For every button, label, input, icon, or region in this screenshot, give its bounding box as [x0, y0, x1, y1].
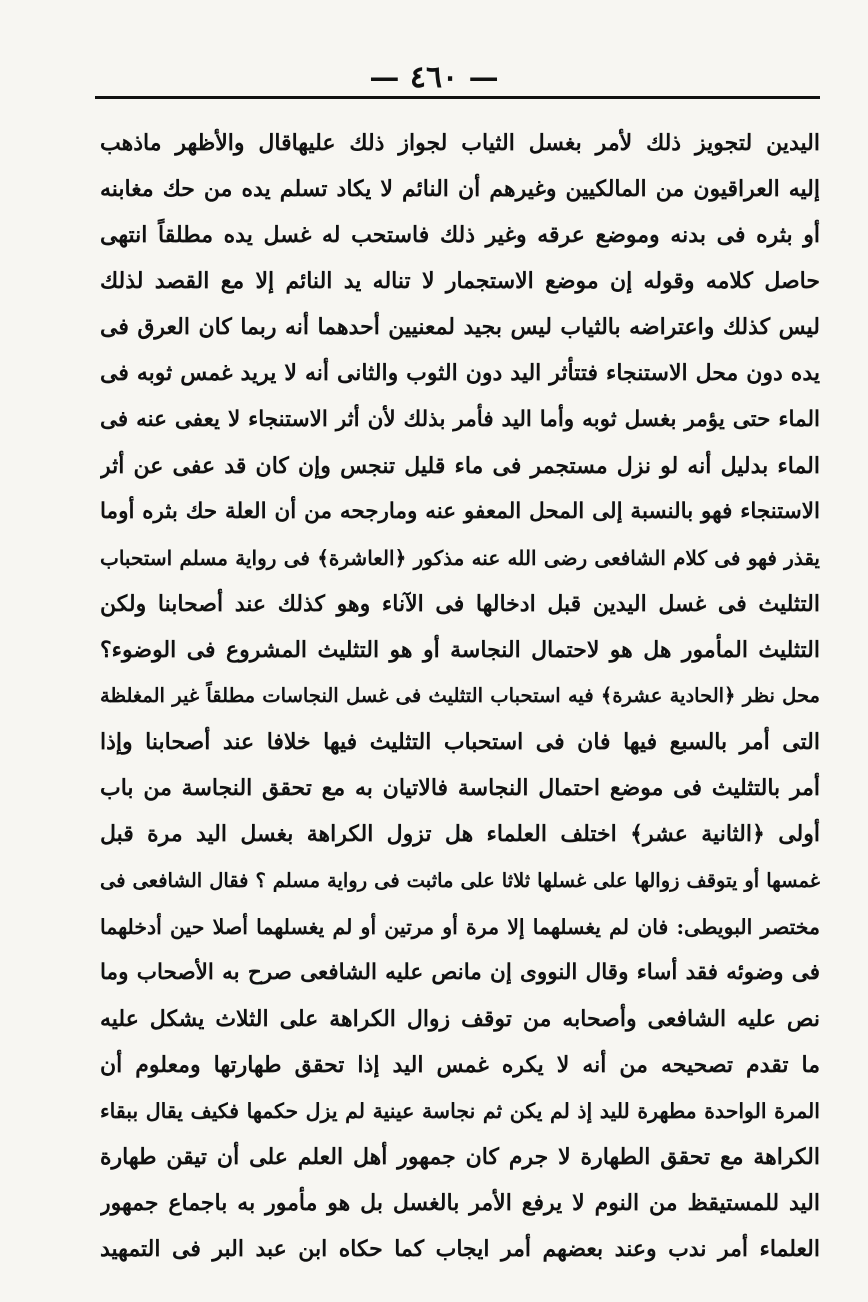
text-line: الماء بدليل أنه لو نزل مستجمر فى ماء قليل تنجس وإن كان قد عفى عن أثر — [100, 452, 820, 479]
text-line: فى وضوئه فقد أساء وقال النووى إن مانص عليه الشافعى صرح به الأصحاب وما — [100, 959, 820, 985]
text-line: التى أمر بالسبع فيها فان فى استحباب التثليث فيها خلافا عند أصحابنا وإذا — [100, 729, 820, 756]
text-line: اليدين لتجويز ذلك لأمر بغسل الثياب لجواز ذلك عليهاقال والأظهر ماذهب — [100, 130, 820, 156]
text-line: أولى ﴿الثانية عشر﴾ اختلف العلماء هل تزول الكراهة بغسل اليد مرة قبل — [100, 821, 820, 848]
text-line: المرة الواحدة مطهرة لليد إذ لم يكن ثم نجاسة عينية لم يزل حكمها فكيف يقال ببقاء — [100, 1098, 820, 1123]
text-line: نص عليه الشافعى وأصحابه من توقف زوال الكراهة على الثلاث يشكل عليه — [100, 1005, 820, 1032]
text-line: محل نظر ﴿الحادية عشرة﴾ فيه استحباب التثليث فى غسل النجاسات مطلقاً غير المغلظة — [100, 684, 820, 708]
text-line: الماء حتى يؤمر بغسل ثوبه وأما اليد فأمر بذلك لأن أثر الاستنجاء لا يعفى عنه فى — [100, 406, 820, 432]
text-line: أو بثره فى بدنه وموضع عرقه وغير ذلك فاستحب له غسل يده مطلقاً انتهى — [100, 222, 820, 249]
body-text — [100, 120, 820, 1272]
text-line: أمر بالتثليث فى موضع احتمال النجاسة فالاتيان به مع تحقق النجاسة من باب — [100, 775, 820, 802]
text-line: الكراهة مع تحقق الطهارة لا جرم كان جمهور أهل العلم على أن تيقن طهارة — [100, 1144, 820, 1171]
text-line: ليس كذلك واعتراضه بالثياب ليس بجيد لمعنيين أحدهما أنه ربما كان العرق فى — [100, 314, 820, 341]
text-line: التثليث فى غسل اليدين قبل ادخالها فى الآناء وهو كذلك عند أصحابنا ولكن — [100, 590, 820, 617]
text-line: يقذر فهو فى كلام الشافعى رضى الله عنه مذكور ﴿العاشرة﴾ فى رواية مسلم استحباب — [100, 545, 820, 570]
text-line: العلماء أمر ندب وعند بعضهم أمر ايجاب كما حكاه ابن عبد البر فى التمهيد — [100, 1236, 820, 1263]
page-number: — ٤٦٠ — — [369, 60, 499, 95]
text-line: الاستنجاء فهو بالنسبة إلى المحل المعفو عنه ومارجحه من أن العلة حك بثره أوما — [100, 498, 820, 524]
text-line: غمسها أو يتوقف زوالها على غسلها ثلاثا على ماثبت فى رواية مسلم ؟ فقال الشافعى فى — [100, 868, 820, 892]
page-header — [0, 58, 868, 98]
text-line: مختصر البويطى: فان لم يغسلهما إلا مرة أو مرتين أو لم يغسلهما أصلا حين أدخلهما — [100, 914, 820, 939]
text-line: التثليث المأمور هل هو لاحتمال النجاسة أو هو التثليث المشروع فى الوضوء؟ — [100, 637, 820, 664]
text-line: اليد للمستيقظ من النوم لا يرفع الأمر بالغسل بل هو مأمور به باجماع جمهور — [100, 1190, 820, 1217]
text-line: ما تقدم تصحيحه من أنه لا يكره غمس اليد إذا تحقق طهارتها ومعلوم أن — [100, 1051, 820, 1078]
header-rule — [95, 96, 820, 99]
text-line: يده دون محل الاستنجاء فتتأثر اليد دون الثوب والثانى أنه لا يريد غمس ثوبه فى — [100, 360, 820, 387]
text-line: إليه العراقيون من المالكيين وغيرهم أن النائم لا يكاد تسلم يده من حك مغابنه — [100, 176, 820, 203]
text-line: حاصل كلامه وقوله إن موضع الاستجمار لا تناله يد النائم إلا مع القصد لذلك — [100, 268, 820, 295]
